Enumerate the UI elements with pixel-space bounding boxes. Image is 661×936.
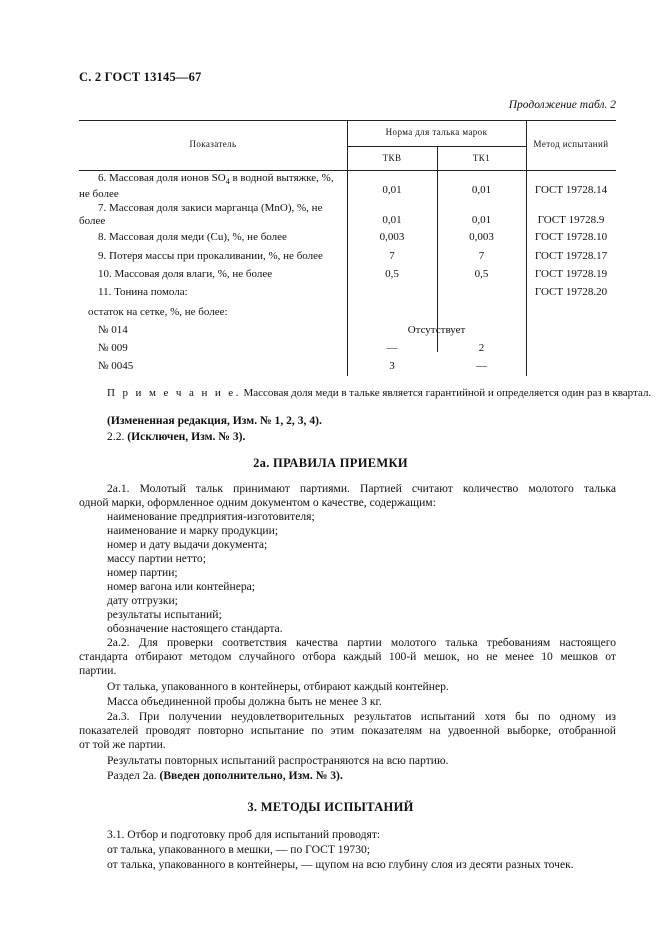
cell-method: ГОСТ 19728.17	[534, 250, 608, 262]
spec-table	[79, 120, 616, 376]
list-item: номер и дату выдачи документа;	[107, 538, 268, 551]
row-text: 7. Массовая доля закиси марганца (MnO), %, не	[98, 202, 323, 214]
row-subscript: 4	[225, 177, 230, 187]
list-item: номер вагона или контейнера;	[107, 580, 256, 593]
list-item: наименование предприятия-изготовителя;	[107, 510, 315, 523]
para-2a3-line1: 2а.3. При получении неудовлетворительных результатов испытаний хотя бы по одному из	[107, 710, 616, 723]
table-row-0045: № 0045	[98, 360, 134, 372]
para-2a2-line1: 2а.2. Для проверки соответствия качества партии молотого талька требованиям настоящего	[107, 636, 616, 649]
para-2a3-line2: показателей проводят повторно испытание по этим показателям на удвоенной выборке, отобранной	[79, 724, 616, 737]
amendment-bold: (Введен дополнительно, Изм. № 3).	[159, 769, 343, 782]
table-row-9-indicator: 9. Потеря массы при прокаливании, %, не более	[98, 250, 323, 262]
section-2a-title: 2а. ПРАВИЛА ПРИЕМКИ	[253, 456, 408, 470]
section-2a-amendment	[107, 769, 343, 782]
table-row-6-indicator	[79, 172, 347, 201]
cell-merged-absent: Отсутствует	[407, 324, 466, 336]
cell-tkv: 7	[389, 250, 395, 262]
table-continuation-label: Продолжение табл. 2	[508, 99, 616, 111]
row-text: 6. Массовая доля ионов SO	[98, 172, 226, 184]
list-item: массу партии нетто;	[107, 552, 206, 565]
cell-tk1: 0,5	[474, 268, 489, 280]
cell-tk1: 7	[478, 250, 485, 262]
table-row-residue: остаток на сетке, %, не более:	[88, 306, 228, 318]
list-item: результаты испытаний;	[107, 608, 222, 621]
header-method: Метод испытаний	[533, 139, 609, 149]
para-2a3-line3: от той же партии.	[79, 738, 166, 751]
table-row-009: № 009	[98, 342, 128, 354]
cell-tkv: 3	[389, 360, 395, 372]
table-row-11-indicator: 11. Тонина помола:	[98, 286, 188, 298]
cell-tkv: 0,003	[379, 231, 405, 243]
table-row-8-indicator: 8. Массовая доля меди (Cu), %, не более	[98, 231, 287, 243]
cell-tk1: 0,003	[469, 231, 494, 243]
list-item: обозначение настоящего стандарта.	[107, 622, 283, 635]
clause-2-2	[107, 430, 245, 443]
list-item: номер партии;	[107, 566, 178, 579]
cell-tk1: —	[476, 360, 487, 372]
para-2a1-line2: одной марки, оформленное одним документом о качестве, содержащим:	[79, 496, 436, 509]
para-container: От талька, упакованного в контейнеры, отбирают каждый контейнер.	[107, 680, 449, 693]
cell-tkv: 0,5	[385, 268, 399, 280]
cell-method: ГОСТ 19728.20	[534, 286, 608, 298]
para-3-containers: от талька, упакованного в контейнеры, — щупом на всю глубину слоя из десяти разных точек.	[107, 858, 574, 871]
list-item: наименование и марку продукции;	[107, 524, 279, 537]
note-prefix: П р и м е ч а н и е.	[107, 387, 241, 399]
cell-method: ГОСТ 19728.14	[534, 184, 608, 196]
header-tk1: ТК1	[472, 153, 491, 163]
page-header: С. 2 ГОСТ 13145—67	[79, 70, 202, 84]
para-2a1-line1: 2а.1. Молотый тальк принимают партиями. Партией считают количество молотого талька	[107, 482, 616, 495]
para-2a2-line3: партии.	[79, 664, 117, 677]
row-text: в водной вытяжке, %,	[229, 172, 334, 184]
table-note	[107, 387, 651, 399]
list-item: дату отгрузки;	[107, 594, 178, 607]
cell-method: ГОСТ 19728.9	[537, 214, 605, 226]
para-sample-mass: Масса объединенной пробы должна быть не менее 3 кг.	[107, 695, 382, 708]
table-col-rule	[526, 120, 527, 376]
row-text: более	[79, 215, 106, 227]
table-row-7-indicator	[79, 202, 347, 228]
cell-tkv: 0,01	[382, 184, 402, 196]
table-row-10-indicator: 10. Массовая доля влаги, %, не более	[98, 268, 273, 280]
cell-tkv: —	[386, 342, 398, 354]
para-2a2-line2: стандарта отбирают методом случайного отбора каждый 100-й мешок, но не менее 10 мешков от	[79, 650, 616, 663]
header-tkv: ТКВ	[382, 153, 402, 163]
header-norm: Норма для талька марок	[385, 127, 488, 137]
table-col-rule	[437, 146, 438, 352]
para-3-bags: от талька, упакованного в мешки, — по ГОСТ 19730;	[107, 843, 371, 856]
cell-tk1: 0,01	[471, 214, 492, 226]
cell-method: ГОСТ 19728.10	[534, 231, 608, 243]
cell-tk1: 2	[478, 342, 485, 354]
para-repeat-results: Результаты повторных испытаний распространяются на всю партию.	[107, 754, 449, 767]
amendment-prefix: Раздел 2а.	[107, 769, 157, 782]
row-text: не более	[79, 188, 119, 201]
amendment-note: (Измененная редакция, Изм. № 1, 2, 3, 4).	[107, 414, 322, 427]
section-3-title: 3. МЕТОДЫ ИСПЫТАНИЙ	[247, 800, 414, 814]
table-row-014: № 014	[98, 324, 128, 336]
cell-method: ГОСТ 19728.19	[534, 268, 608, 280]
note-text: Массовая доля меди в тальке является гарантийной и определяется один раз в квартал.	[240, 387, 652, 399]
cell-tk1: 0,01	[471, 184, 492, 196]
header-indicator: Показатель	[189, 139, 237, 149]
clause-number: 2.2.	[107, 430, 125, 443]
clause-excluded: (Исключен, Изм. № 3).	[127, 430, 246, 443]
para-3-1: 3.1. Отбор и подготовку проб для испытаний проводят:	[107, 828, 381, 841]
cell-tkv: 0,01	[382, 214, 402, 226]
